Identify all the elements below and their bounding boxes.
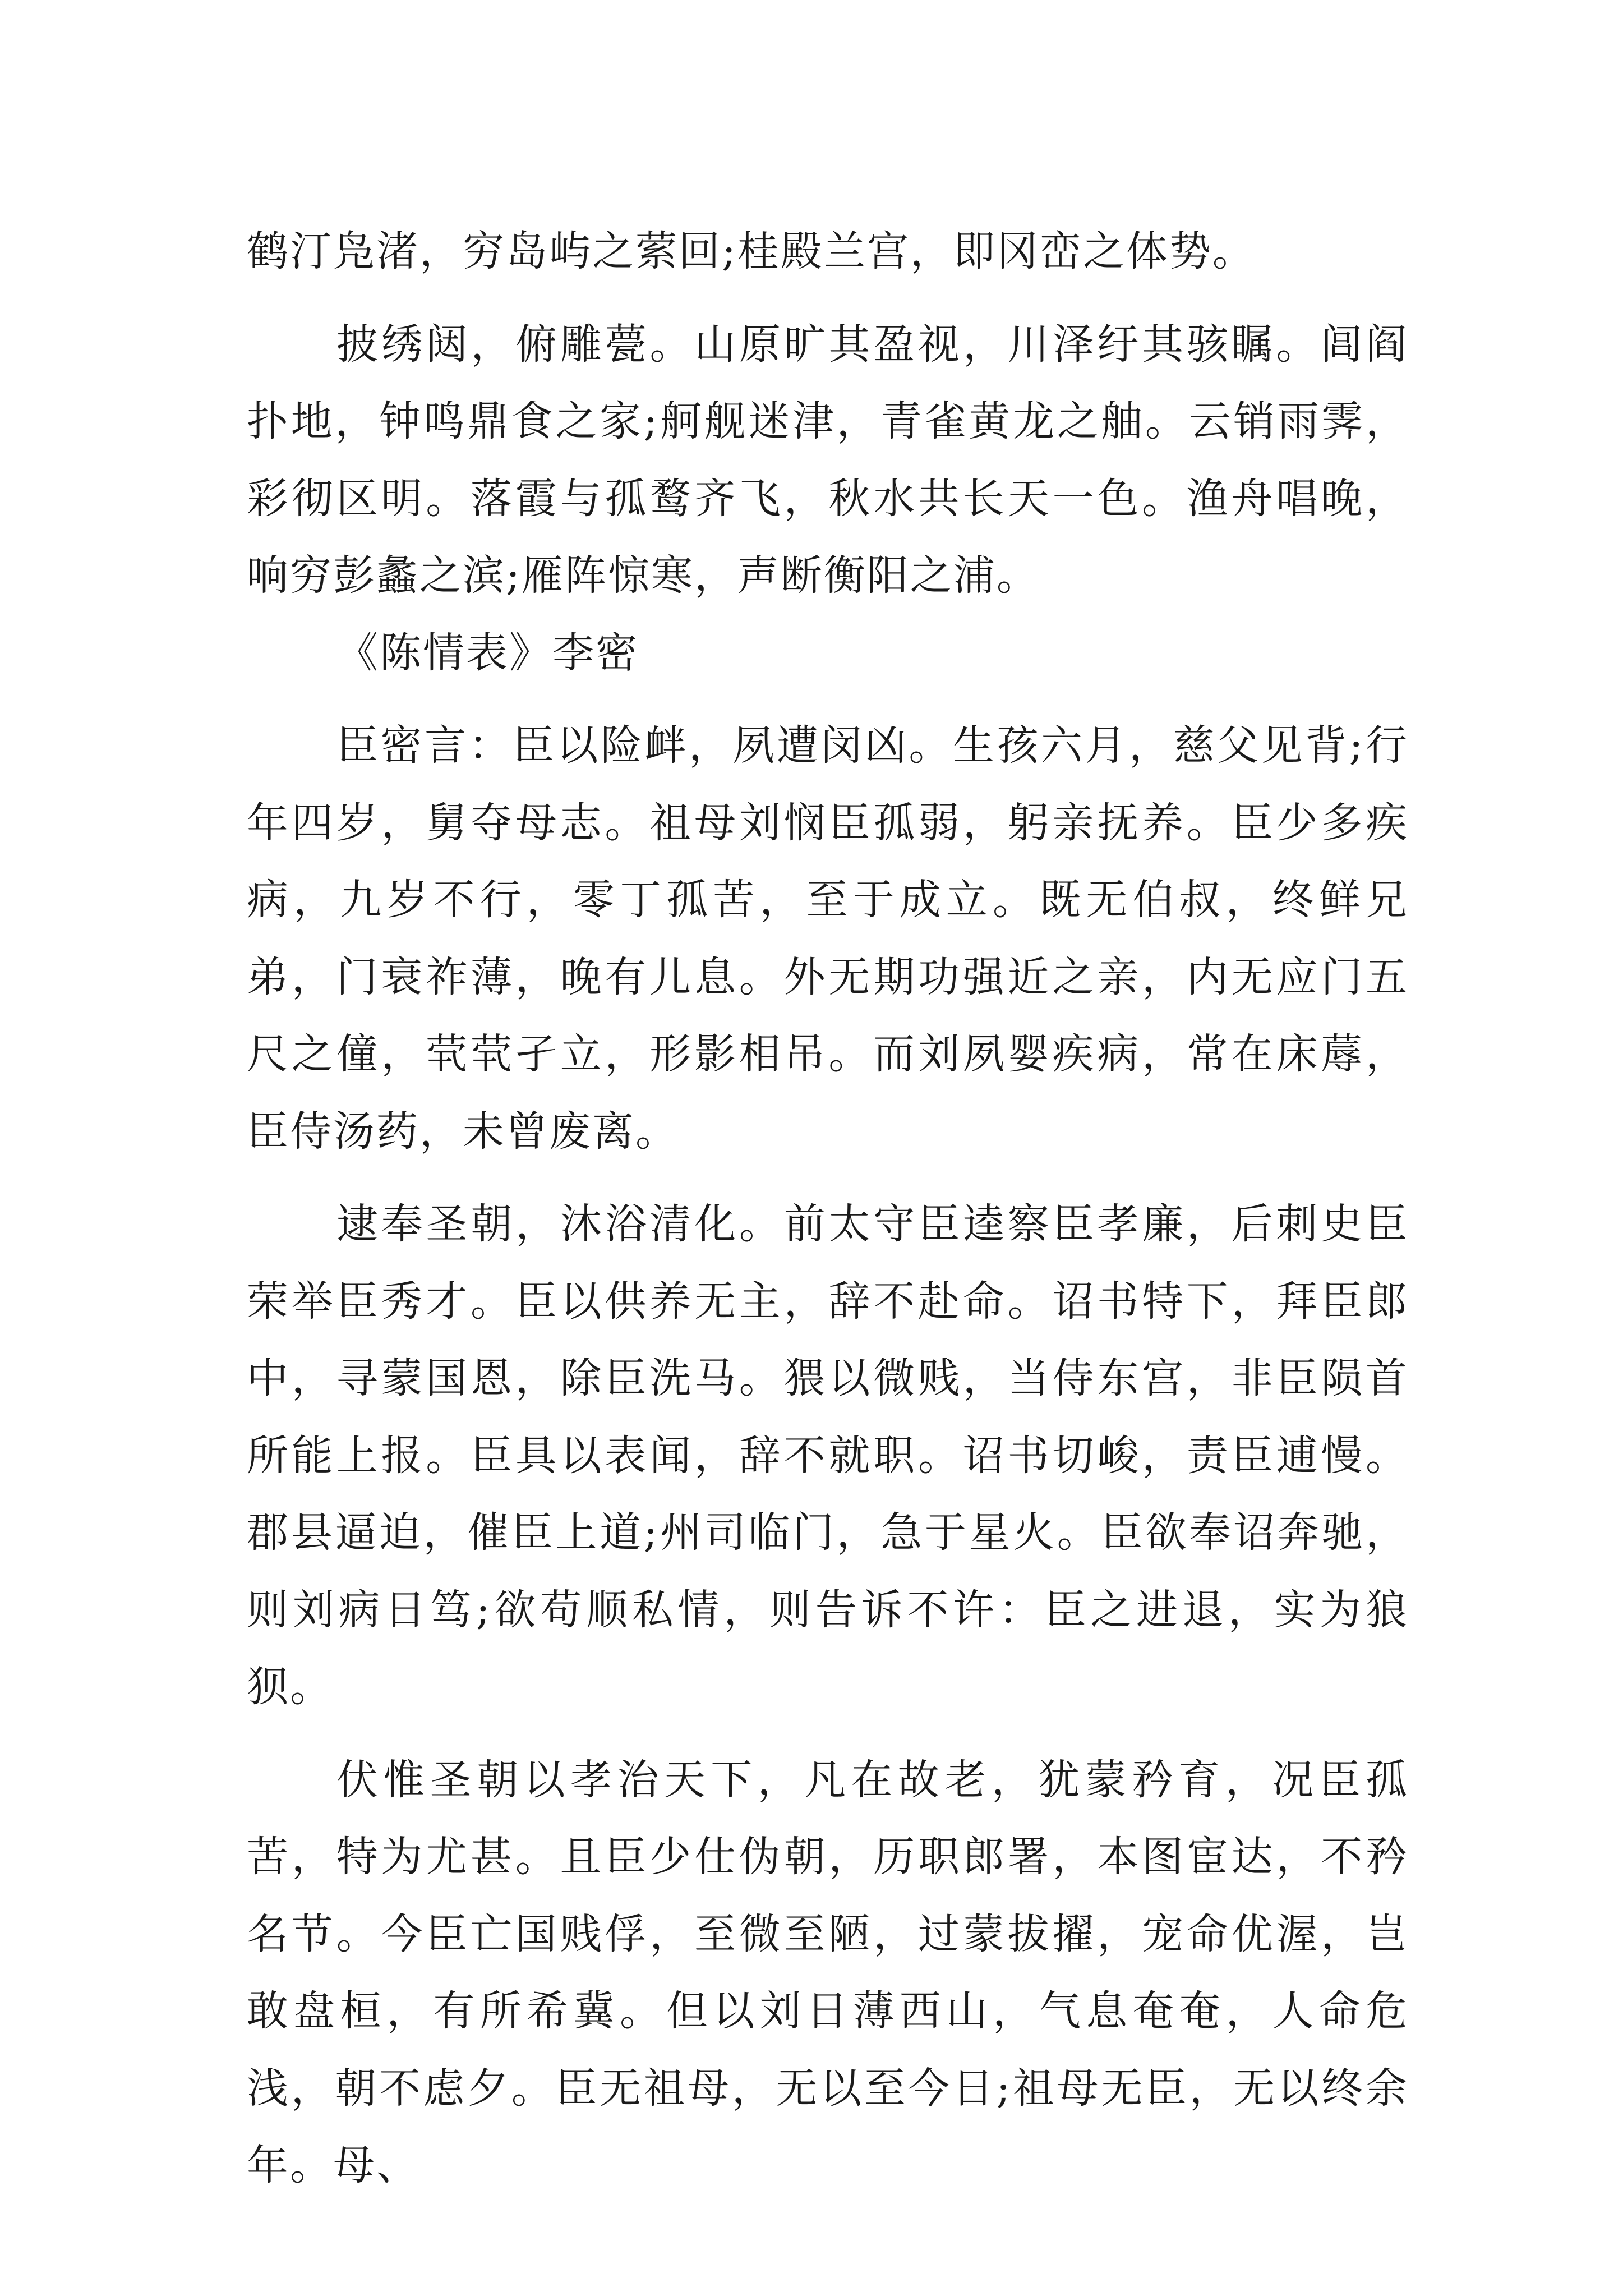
paragraph-1: 鹤汀凫渚，穷岛屿之萦回;桂殿兰宫，即冈峦之体势。 [247, 227, 1256, 275]
paragraph-4: 逮奉圣朝，沐浴清化。前太守臣逵察臣孝廉，后刺史臣荣举臣秀才。臣以供养无主，辞不赴命。诏书特下，拜臣郎中，寻蒙国恩，除臣洗马。猥以微贱，当侍东宫，非臣陨首所能上报。臣具以表闻，辞不就职。诏书切峻，责臣逋慢。郡县逼迫，催臣上道;州司临门，急于星火。臣欲奉诏奔驰，则刘病日笃;欲苟顺私情，则告诉不许：臣之进退，实为狼狈。 [247, 1200, 1409, 1711]
section-heading: 《陈情表》李密 [336, 628, 639, 677]
paragraph-2: 披绣闼，俯雕甍。山原旷其盈视，川泽纡其骇瞩。闾阎扑地，钟鸣鼎食之家;舸舰迷津，青雀黄龙之舳。云销雨霁，彩彻区明。落霞与孤鹜齐飞，秋水共长天一色。渔舟唱晚，响穷彭蠡之滨;雁阵惊寒，声断衡阳之浦。 [247, 320, 1409, 600]
paragraph-5: 伏惟圣朝以孝治天下，凡在故老，犹蒙矜育，况臣孤苦，特为尤甚。且臣少仕伪朝，历职郎署，本图宦达，不矜名节。今臣亡国贱俘，至微至陋，过蒙拔擢，宠命优渥，岂敢盘桓，有所希冀。但以刘日薄西山，气息奄奄，人命危浅，朝不虑夕。臣无祖母，无以至今日;祖母无臣，无以终余年。母、 [247, 1755, 1409, 2189]
body-text [247, 213, 1409, 2205]
paragraph-3: 臣密言：臣以险衅，夙遭闵凶。生孩六月，慈父见背;行年四岁，舅夺母志。祖母刘悯臣孤弱，躬亲抚养。臣少多疾病，九岁不行，零丁孤苦，至于成立。既无伯叔，终鲜兄弟，门衰祚薄，晚有儿息。外无期功强近之亲，内无应门五尺之僮，茕茕孑立，形影相吊。而刘夙婴疾病，常在床蓐，臣侍汤药，未曾废离。 [247, 721, 1409, 1156]
